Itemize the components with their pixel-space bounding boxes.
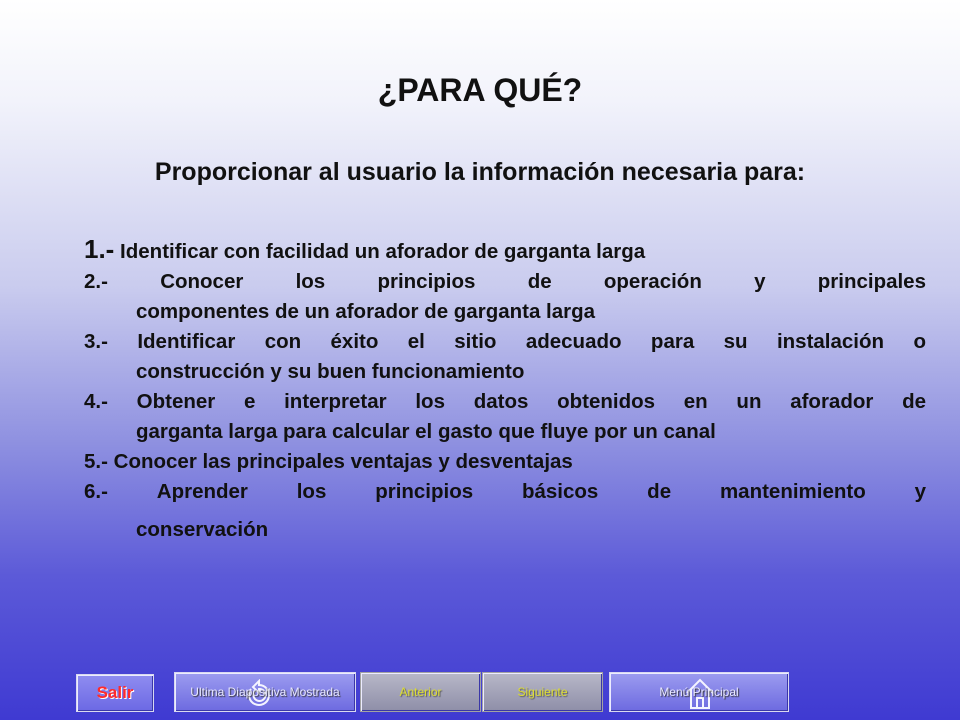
item-text: Identificar con facilidad un aforador de garganta larga <box>120 240 646 263</box>
word: obtenidos <box>557 390 656 413</box>
word: en <box>683 390 708 413</box>
word: Identificar <box>137 330 236 353</box>
word: aforador <box>790 390 874 413</box>
word: de <box>902 390 926 413</box>
word: los <box>415 390 445 413</box>
previous-button-label: Anterior <box>399 685 442 699</box>
item-text: Conocer las principales ventajas y desventajas <box>113 450 573 473</box>
word: datos <box>473 390 529 413</box>
item-continuation: conservación <box>136 518 269 541</box>
item-number: 4.- <box>84 390 108 413</box>
word: principios <box>377 270 476 293</box>
word: éxito <box>330 330 379 353</box>
word: Aprender <box>156 480 248 503</box>
item-continuation: componentes de un aforador de garganta larga <box>136 300 596 323</box>
word: e <box>243 390 256 413</box>
item-line <box>84 387 926 417</box>
list-item <box>84 267 926 327</box>
item-number: 3.- <box>84 330 108 353</box>
item-number: 5.- <box>84 450 108 473</box>
word: un <box>736 390 762 413</box>
word: sitio <box>454 330 497 353</box>
list-item <box>84 447 926 477</box>
list-item <box>84 234 926 267</box>
last-viewed-slide-button[interactable] <box>174 672 356 712</box>
word: Conocer <box>160 270 244 293</box>
word: o <box>913 330 926 353</box>
list-item <box>84 387 926 447</box>
exit-button[interactable] <box>76 674 154 712</box>
word: de <box>527 270 552 293</box>
word: básicos <box>521 480 599 503</box>
word: y <box>754 270 766 293</box>
word: Obtener <box>136 390 216 413</box>
item-continuation: construcción y su buen funcionamiento <box>136 360 525 383</box>
word: de <box>647 480 672 503</box>
item-number: 1.- <box>84 234 115 264</box>
exit-button-label: Salir <box>96 683 134 702</box>
item-continuation: garganta larga para calcular el gasto que fluye por un canal <box>136 420 716 443</box>
item-number: 6.- <box>84 480 108 503</box>
word: principales <box>817 270 926 293</box>
main-menu-button[interactable] <box>609 672 789 712</box>
page-subtitle: Proporcionar al usuario la información necesaria para: <box>154 158 806 186</box>
next-button-label: Siguiente <box>517 685 568 699</box>
list-item <box>84 477 926 545</box>
word: el <box>407 330 425 353</box>
word: operación <box>603 270 702 293</box>
word: los <box>296 480 327 503</box>
word: principios <box>375 480 474 503</box>
word: para <box>650 330 695 353</box>
word: con <box>264 330 302 353</box>
item-line <box>84 477 926 507</box>
item-line <box>84 327 926 357</box>
word: adecuado <box>525 330 622 353</box>
main-menu-label: Menú Principal <box>659 685 739 699</box>
next-button[interactable] <box>482 672 603 712</box>
word: los <box>295 270 326 293</box>
word: instalación <box>776 330 885 353</box>
page-title: ¿PARA QUÉ? <box>377 72 583 108</box>
item-line <box>84 267 926 297</box>
word: su <box>723 330 748 353</box>
word: mantenimiento <box>719 480 866 503</box>
word: interpretar <box>284 390 387 413</box>
objectives-list <box>84 234 926 545</box>
word: y <box>914 480 926 503</box>
last-viewed-slide-label: Ultima Diapositiva Mostrada <box>190 685 340 699</box>
list-item <box>84 327 926 387</box>
previous-button[interactable] <box>360 672 481 712</box>
item-number: 2.- <box>84 270 108 293</box>
